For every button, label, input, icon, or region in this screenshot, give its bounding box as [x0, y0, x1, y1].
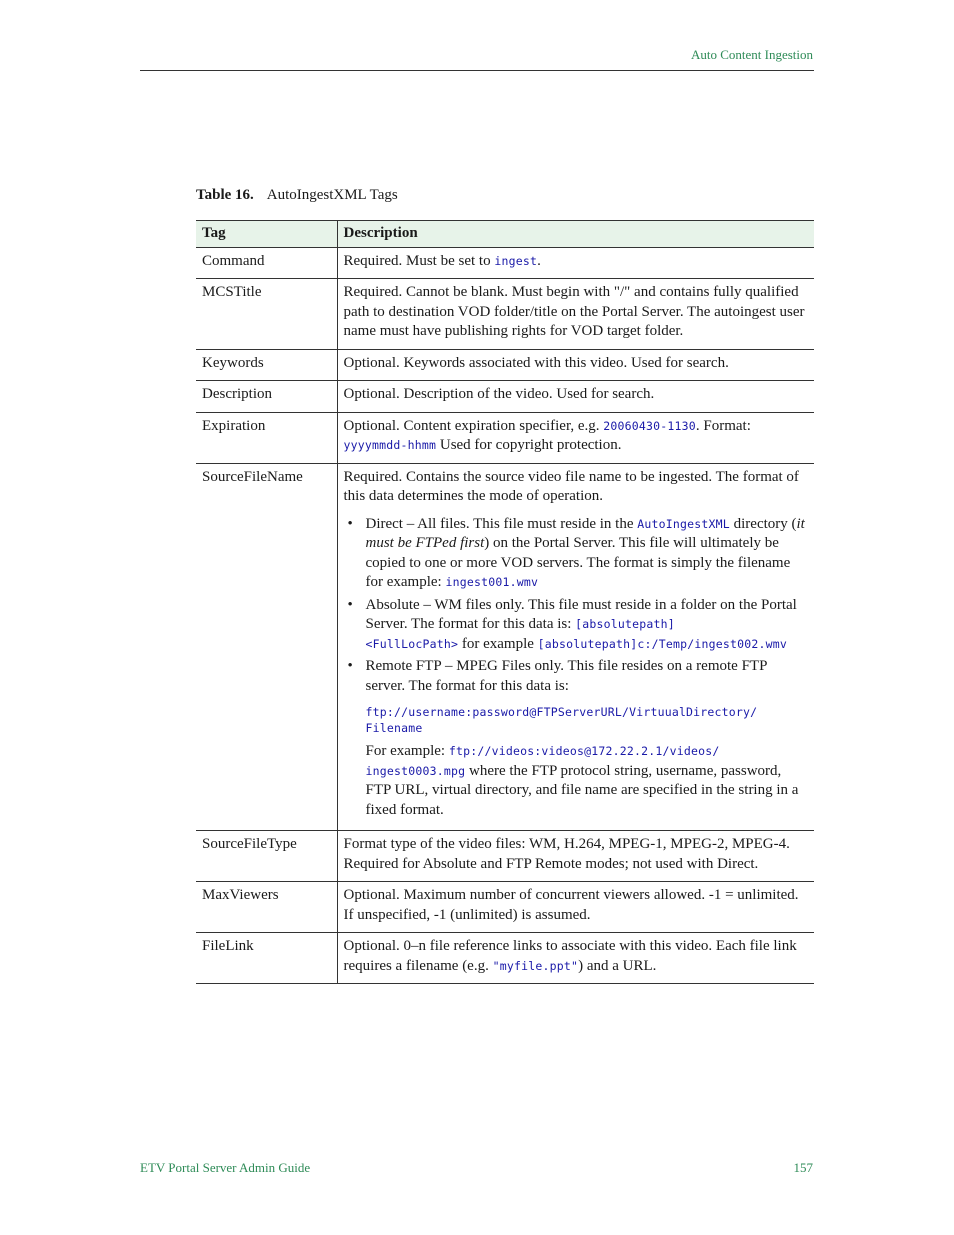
table-row-sourcefiletype: [196, 831, 814, 882]
description-cell: Optional. Keywords associated with this video. Used for search.: [337, 349, 814, 381]
text: directory (: [729, 515, 797, 532]
list-item-remote-ftp: [366, 657, 809, 820]
table-row-command: [196, 247, 814, 279]
text: .: [537, 252, 541, 269]
text: ) on the Portal Server. This file will ultimately be copied to one or more VOD servers. The format is simply the filename for example:: [365, 535, 791, 590]
table-row-description: [196, 381, 814, 413]
table-row-sourcefilename: [196, 463, 814, 831]
ftp-format-block: [366, 704, 809, 736]
table-row-filelink: [196, 933, 814, 984]
code-value: <FullLocPath>: [365, 636, 459, 651]
text: Used for copyright protection.: [436, 437, 622, 453]
description-cell: [337, 463, 814, 831]
text: ) and a URL.: [578, 957, 657, 974]
description-cell: Required. Cannot be blank. Must begin with "/" and contains fully qualified path to destination VOD folder/title on the Portal Server. The autoingest user name must have publishing rights for VOD target folder.: [337, 279, 814, 350]
code-value: 20060430-1130: [603, 418, 696, 433]
text: Required. Must be set to: [343, 252, 495, 269]
table-row-maxviewers: [196, 882, 814, 933]
description-cell: Format type of the video files: WM, H.264, MPEG-1, MPEG-2, MPEG-4. Required for Absolute and FTP Remote modes; not used with Direct.: [337, 831, 814, 882]
caption-number: Table 16.: [196, 187, 254, 203]
text: For example:: [365, 743, 449, 759]
ftp-example: [366, 742, 809, 820]
code-value: ingest: [494, 253, 538, 268]
table-row-keywords: [196, 349, 814, 381]
code-value: ftp://videos:videos@172.22.2.1/videos/: [448, 744, 720, 758]
autoingest-tags-table: [196, 220, 814, 984]
text: Direct – All files. This file must reside in the: [365, 515, 638, 532]
text: where the FTP protocol string, username, password, FTP URL, virtual directory, and file name are specified in the string in a fixed format.: [365, 762, 799, 818]
table-header-row: [196, 221, 814, 248]
text: Optional. 0–n file reference links to associate with this video. Each file link requires a filename (e.g.: [343, 938, 797, 974]
intro-text: Required. Contains the source video file name to be ingested. The format of this data determines the mode of operation.: [343, 468, 799, 504]
description-cell: [337, 412, 814, 463]
code-value: AutoIngestXML: [637, 516, 730, 531]
text: Optional. Content expiration specifier, e.g.: [343, 417, 604, 434]
tag-cell: FileLink: [196, 933, 337, 984]
text: Absolute – WM files only. This file must reside in a folder on the Portal Server. The format for this data is:: [365, 596, 797, 632]
tag-cell: Keywords: [196, 349, 337, 381]
mode-list: [344, 515, 809, 821]
code-value: [absolutepath]c:/Temp/ingest002.wmv: [537, 636, 787, 651]
code-value: Filename: [365, 721, 423, 735]
code-value: yyyymmdd-hhmm: [343, 438, 437, 452]
header-rule: [140, 70, 814, 71]
tag-cell: MCSTitle: [196, 279, 337, 350]
description-cell: [337, 933, 814, 984]
description-cell: Optional. Maximum number of concurrent viewers allowed. -1 = unlimited. If unspecified, -1 (unlimited) is assumed.: [337, 882, 814, 933]
text: Remote FTP – MPEG Files only. This file resides on a remote FTP server. The format for this data is:: [365, 658, 767, 694]
tag-cell: Command: [196, 247, 337, 279]
caption-title: AutoIngestXML Tags: [266, 187, 398, 203]
description-cell: Optional. Description of the video. Used for search.: [337, 381, 814, 413]
italic-note: it must be FTPed first: [365, 515, 805, 551]
code-value: ftp://username:password@FTPServerURL/VirtuualDirectory/: [365, 705, 758, 719]
description-cell: [337, 247, 814, 279]
tag-cell: Expiration: [196, 412, 337, 463]
table-row-expiration: [196, 412, 814, 463]
text: for example: [458, 635, 538, 652]
code-value: [absolutepath]: [575, 617, 675, 631]
tag-cell: MaxViewers: [196, 882, 337, 933]
code-value: ingest001.wmv: [445, 575, 539, 589]
tag-cell: Description: [196, 381, 337, 413]
table-row-mcstitle: [196, 279, 814, 350]
table-caption: [196, 187, 398, 204]
column-header-description: Description: [337, 221, 814, 248]
running-header: Auto Content Ingestion: [690, 47, 813, 62]
code-value: "myfile.ppt": [492, 958, 579, 973]
page-number: 157: [793, 1160, 813, 1175]
text: . Format:: [695, 417, 751, 434]
code-value: ingest0003.mpg: [365, 763, 466, 778]
footer-guide-title: ETV Portal Server Admin Guide: [140, 1160, 311, 1175]
tag-cell: SourceFileName: [196, 463, 337, 831]
tag-cell: SourceFileType: [196, 831, 337, 882]
column-header-tag: Tag: [196, 221, 337, 248]
list-item-direct: [366, 515, 809, 593]
list-item-absolute: [366, 596, 809, 655]
